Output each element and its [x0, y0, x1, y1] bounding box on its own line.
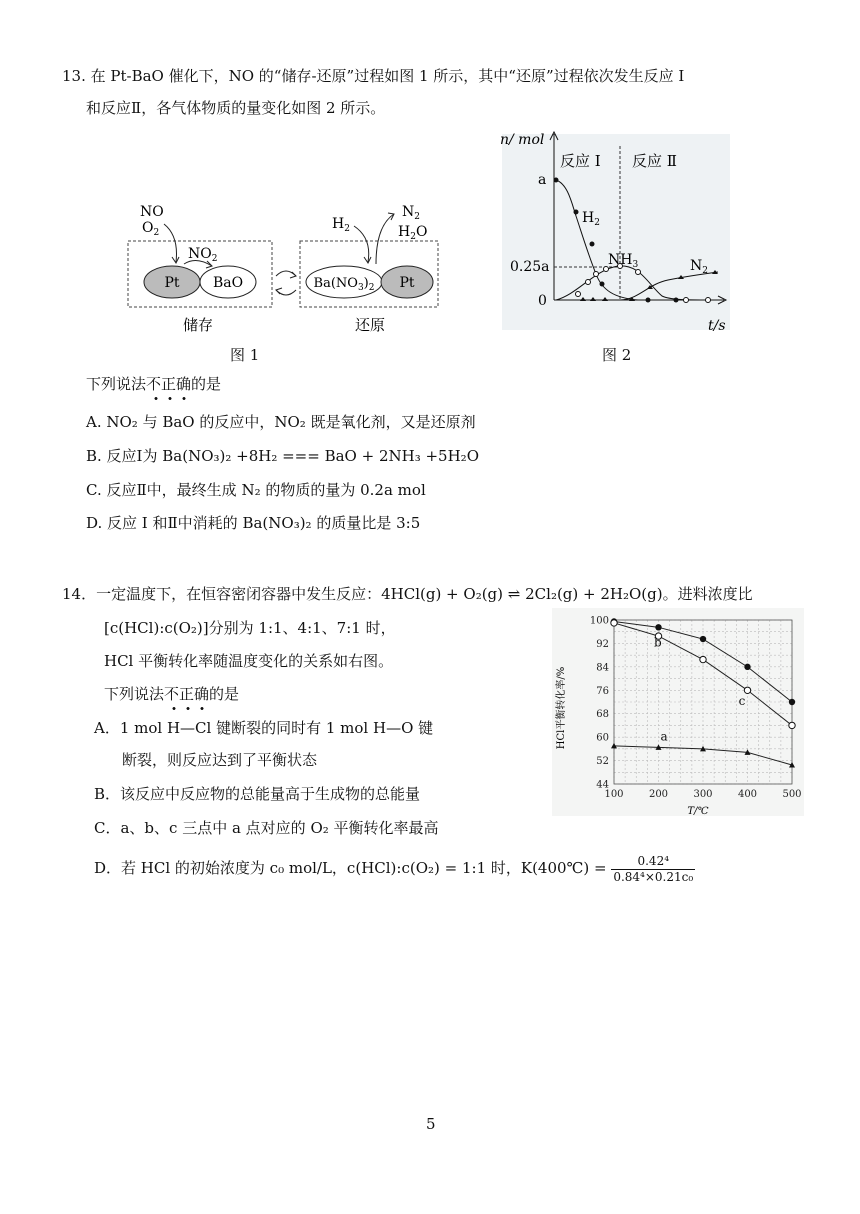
- no-label: NO: [140, 204, 164, 220]
- pt-label-left: Pt: [164, 275, 180, 291]
- q13-stem-line1: 13. 在 Pt-BaO 催化下，NO 的“储存-还原”过程如图 1 所示，其中“还原”过程依次发生反应 I: [62, 67, 685, 85]
- x-tick-label: 300: [693, 789, 713, 800]
- y-tick-label: 92: [596, 638, 609, 650]
- o2-label: $O_2$: [142, 220, 160, 238]
- y-tick-label: 68: [596, 709, 609, 721]
- chart-ylabel: HCl平衡转化率/%: [556, 666, 567, 750]
- data-point-filled-circle: [655, 624, 661, 630]
- q13-emphasis: 不正确: [146, 375, 192, 393]
- data-point-open-circle: [789, 722, 795, 728]
- fig2-region2: 反应 Ⅱ: [632, 152, 677, 170]
- chart-xlabel: T/℃: [687, 806, 709, 816]
- bano3-label: $Ba(NO_3)_2$: [313, 276, 375, 293]
- no-arrow: [164, 224, 177, 262]
- x-tick-label: 100: [604, 789, 624, 800]
- hcl-conversion-chart: [552, 608, 804, 816]
- q13-question: 下列说法不正确的是: [86, 375, 222, 393]
- data-point-filled-circle: [789, 699, 795, 705]
- no2-label: $NO_2$: [188, 246, 218, 264]
- fig2-ylabel: n/ mol: [500, 132, 545, 148]
- figure-1-diagram: [124, 196, 444, 338]
- x-tick-label: 500: [782, 789, 802, 800]
- n2-label: $N_2$: [402, 204, 420, 222]
- pt-label-right: Pt: [399, 275, 415, 291]
- y-tick-label: 52: [596, 756, 609, 768]
- point-label-b: b: [654, 635, 662, 650]
- q14-d-numerator: 0.42⁴: [611, 854, 695, 870]
- fig2-tick-0: 0: [538, 293, 547, 309]
- q14-option-b: B．该反应中反应物的总能量高于生成物的总能量: [94, 785, 421, 803]
- q13-option-c: C. 反应Ⅱ中，最终生成 N₂ 的物质的量为 0.2a mol: [86, 481, 426, 499]
- page-number: 5: [426, 1115, 436, 1133]
- q14-emphasis: 不正确: [164, 685, 210, 703]
- q14-stem-line3: HCl 平衡转化率随温度变化的关系如右图。: [104, 652, 394, 670]
- q14-option-c: C．a、b、c 三点中 a 点对应的 O₂ 平衡转化率最高: [94, 819, 439, 837]
- fig2-tick-a: a: [538, 172, 547, 188]
- q13-option-a: A. NO₂ 与 BaO 的反应中，NO₂ 既是氧化剂，又是还原剂: [86, 413, 476, 431]
- n2-arrow: [376, 214, 394, 264]
- x-tick-label: 400: [737, 789, 758, 800]
- fig2-xlabel: t/s: [708, 318, 726, 334]
- storage-label: 储存: [182, 316, 214, 334]
- figure-2-caption: 图 2: [602, 346, 632, 364]
- data-point-open-circle: [700, 656, 706, 662]
- q14-option-d: D．若 HCl 的初始浓度为 c₀ mol/L，c(HCl):c(O₂) = 1:1 时，K(400℃) = $\frac{\text{0.42⁴}}{\text{0.84⁴×0.21c₀}}$: [94, 853, 694, 884]
- point-label-c: c: [738, 693, 746, 708]
- q14-stem-line2: [c(HCl):c(O₂)]分别为 1:1、4:1、7:1 时，: [104, 619, 396, 637]
- q14-stem-line1: 14．一定温度下，在恒容密闭容器中发生反应：4HCl(g) + O₂(g) ⇌ 2Cl₂(g) + 2H₂O(g)。进料浓度比: [62, 585, 753, 603]
- y-tick-label: 60: [596, 732, 609, 744]
- figure-2-graph: [498, 124, 738, 338]
- data-point-filled-circle: [744, 664, 750, 670]
- q14-option-a-line1: A．1 mol H—Cl 键断裂的同时有 1 mol H—O 键: [94, 719, 434, 737]
- y-tick-label: 100: [589, 615, 609, 627]
- figure-1-caption: 图 1: [230, 346, 260, 364]
- fig2-region1: 反应 I: [560, 152, 601, 170]
- point-label-a: a: [660, 729, 668, 744]
- h2-label: $H_2$: [332, 216, 350, 234]
- q14-question: 下列说法不正确的是: [104, 685, 240, 703]
- q13-stem-line2: 和反应Ⅱ，各气体物质的量变化如图 2 所示。: [86, 99, 386, 117]
- q13-option-b: B. 反应I为 Ba(NO₃)₂ +8H₂ === BaO + 2NH₃ +5H₂O: [86, 447, 479, 465]
- x-tick-label: 200: [648, 789, 669, 800]
- q14-option-a-line2: 断裂，则反应达到了平衡状态: [122, 751, 318, 769]
- q14-d-denominator: 0.84⁴×0.21c₀: [613, 869, 694, 884]
- y-tick-label: 84: [596, 662, 609, 674]
- q14-d-fraction: [611, 854, 695, 885]
- fig2-label-nh3: $NH_3$: [608, 252, 639, 270]
- fig2-label-h2: $H_2$: [582, 210, 600, 228]
- fig2-label-n2: $N_2$: [690, 258, 708, 276]
- bao-label: BaO: [212, 275, 244, 291]
- fig2-background: [502, 134, 730, 330]
- data-point-open-circle: [744, 687, 750, 693]
- q13-option-d: D. 反应 I 和Ⅱ中消耗的 Ba(NO₃)₂ 的质量比是 3:5: [86, 514, 421, 532]
- reduction-label: 还原: [354, 316, 386, 334]
- y-tick-label: 76: [596, 685, 609, 697]
- data-point-open-circle: [611, 620, 617, 626]
- h2o-label: $H_2O$: [398, 224, 428, 242]
- data-point-filled-circle: [700, 636, 706, 642]
- y-tick-label: 44: [596, 779, 609, 791]
- fig2-tick-025a: 0.25a: [510, 259, 550, 275]
- h2-arrow: [354, 226, 369, 262]
